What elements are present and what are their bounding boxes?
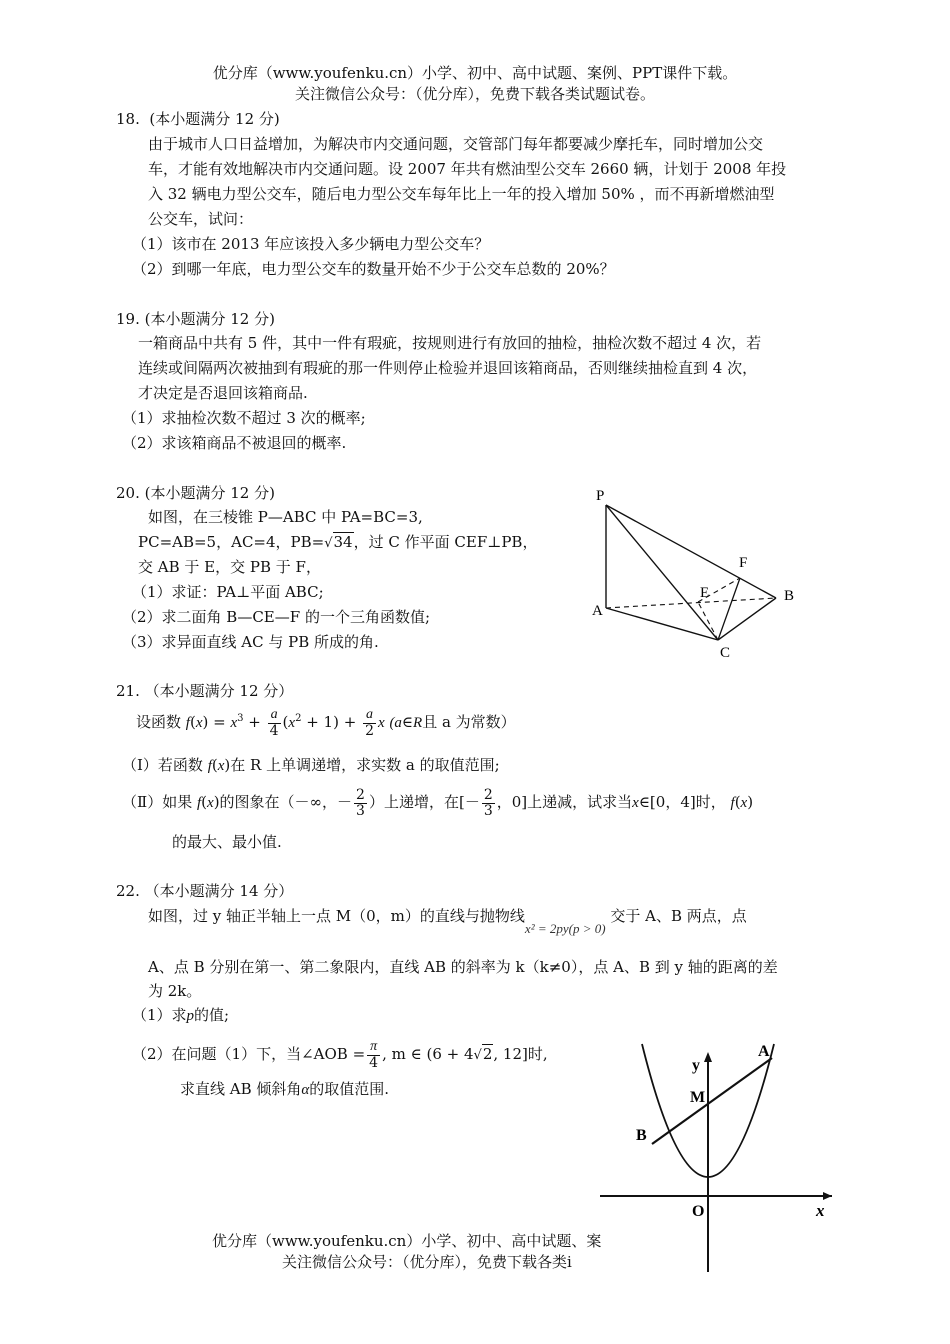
sub-question-2-continued: 求直线 AB 倾斜角α的取值范围. [180, 1080, 390, 1098]
question-number: 18. (本小题满分 12 分) [116, 110, 280, 128]
part-ii-continued: 的最大、最小值. [172, 833, 282, 851]
label-B: B [784, 588, 795, 604]
label-P: P [596, 488, 605, 504]
sub-question-2: （2）求该箱商品不被退回的概率. [122, 434, 347, 452]
sub-question-1: （1）求抽检次数不超过 3 次的概率; [122, 409, 366, 427]
sub-question-1: （1）该市在 2013 年应该投入多少辆电力型公交车？ [132, 235, 490, 253]
question-text: 如图，在三棱锥 P—ABC 中 PA=BC=3, [148, 508, 423, 526]
question-text: 由于城市人口日益增加，为解决市内交通问题，交管部门每年都要减少摩托车，同时增加公交 [148, 135, 764, 153]
question-text: 一箱商品中共有 5 件，其中一件有瑕疵，按规则进行有放回的抽检，抽检次数不超过 4 次，若 [138, 334, 762, 352]
segment-CF [718, 578, 740, 640]
label-M: M [690, 1089, 706, 1106]
label-A: A [758, 1043, 770, 1060]
segment-CE [698, 602, 718, 640]
label-x: x [816, 1201, 825, 1220]
line-AB [652, 1058, 772, 1144]
question-text: 公交车，试问： [148, 210, 254, 228]
edge-PB [606, 505, 776, 598]
question-number: 22. （本小题满分 14 分） [116, 882, 294, 900]
label-F: F [739, 555, 748, 571]
footer-line-1: 优分库（www.youfenku.cn）小学、初中、高中试题、案 [212, 1232, 602, 1250]
edge-BC [718, 598, 776, 640]
question-text: 入 32 辆电力型公交车，随后电力型公交车每年比上一年的投入增加 50% ，而不再新增燃油型 [148, 185, 775, 203]
x-axis-arrow [823, 1192, 832, 1200]
sub-question-1: （1）求证：PA⊥平面 ABC; [132, 583, 324, 601]
question-text: 连续或间隔两次被抽到有瑕疵的那一件则停止检验并退回该箱商品，否则继续抽检直到 4 次， [138, 359, 758, 377]
sqrt-radicand: 34 [333, 533, 353, 551]
question-text: 交 AB 于 E，交 PB 于 F， [138, 558, 321, 576]
parabola-figure [596, 1040, 844, 1274]
label-E: E [700, 585, 710, 601]
question-text: 才决定是否退回该箱商品. [138, 384, 308, 402]
question-text: 如图，过 y 轴正半轴上一点 M（0，m）的直线与抛物线x² = 2py(p > 0) 交于 A、B 两点，点 [148, 907, 747, 936]
sub-question-2: （2）求二面角 B—CE—F 的一个三角函数值; [122, 608, 430, 626]
label-A: A [592, 603, 603, 619]
sub-question-2: （2）到哪一年底，电力型公交车的数量开始不少于公交车总数的 20%？ [132, 260, 615, 278]
question-number: 20. (本小题满分 12 分) [116, 484, 275, 502]
part-i: （Ⅰ）若函数 f(x)在 R 上单调递增，求实数 a 的取值范围; [122, 756, 500, 774]
edge-PC [606, 505, 718, 640]
header-line-2: 关注微信公众号：（优分库），免费下载各类试题试卷。 [294, 85, 655, 103]
sub-question-1: （1）求p的值; [132, 1006, 230, 1024]
label-C: C [720, 645, 731, 661]
part-ii: （Ⅱ）如果 f(x)的图象在（－∞，－ $\frac{2}{3}$ ）上递增，在[－ $\frac{2}{3}$ ，0]上递减，试求当x∈[0，4]时， f(x) [122, 787, 754, 819]
pyramid-figure [580, 480, 810, 670]
question-text: 为 2k。 [148, 982, 202, 1000]
parabola-equation: x² = 2py(p > 0) [524, 921, 606, 936]
question-text: A、点 B 分别在第一、第二象限内，直线 AB 的斜率为 k（k≠0），点 A、B 到 y 轴的距离的差 [148, 958, 778, 976]
sub-question-3: （3）求异面直线 AC 与 PB 所成的角. [122, 633, 379, 651]
question-number: 21. （本小题满分 12 分） [116, 682, 294, 700]
label-y: y [692, 1057, 700, 1074]
header-line-1: 优分库（www.youfenku.cn）小学、初中、高中试题、案例、PPT课件下载。 [212, 64, 738, 82]
label-B: B [636, 1127, 647, 1144]
sub-question-2: （2）在问题（1）下，当∠AOB = $\frac{\pi}{4}$ , m ∈ (6 + 4√2, 12]时, [132, 1039, 548, 1071]
edge-AC [606, 608, 718, 640]
footer-line-2: 关注微信公众号：（优分库），免费下载各类i [282, 1253, 572, 1271]
question-text: PC=AB=5，AC=4，PB=√34，过 C 作平面 CEF⊥PB， [138, 533, 538, 551]
y-axis-arrow [704, 1052, 712, 1062]
function-definition: 设函数 $f(x) = x^3$ + $\frac{a}{4}$ $(x^2 + 1)$ + $\frac{a}{2}$ x (a∈R且 a 为常数） [136, 707, 516, 739]
question-text: 车，才能有效地解决市内交通问题。设 2007 年共有燃油型公交车 2660 辆，计划于 2008 年投 [148, 160, 787, 178]
label-O: O [692, 1203, 705, 1220]
question-number: 19. (本小题满分 12 分) [116, 310, 275, 328]
